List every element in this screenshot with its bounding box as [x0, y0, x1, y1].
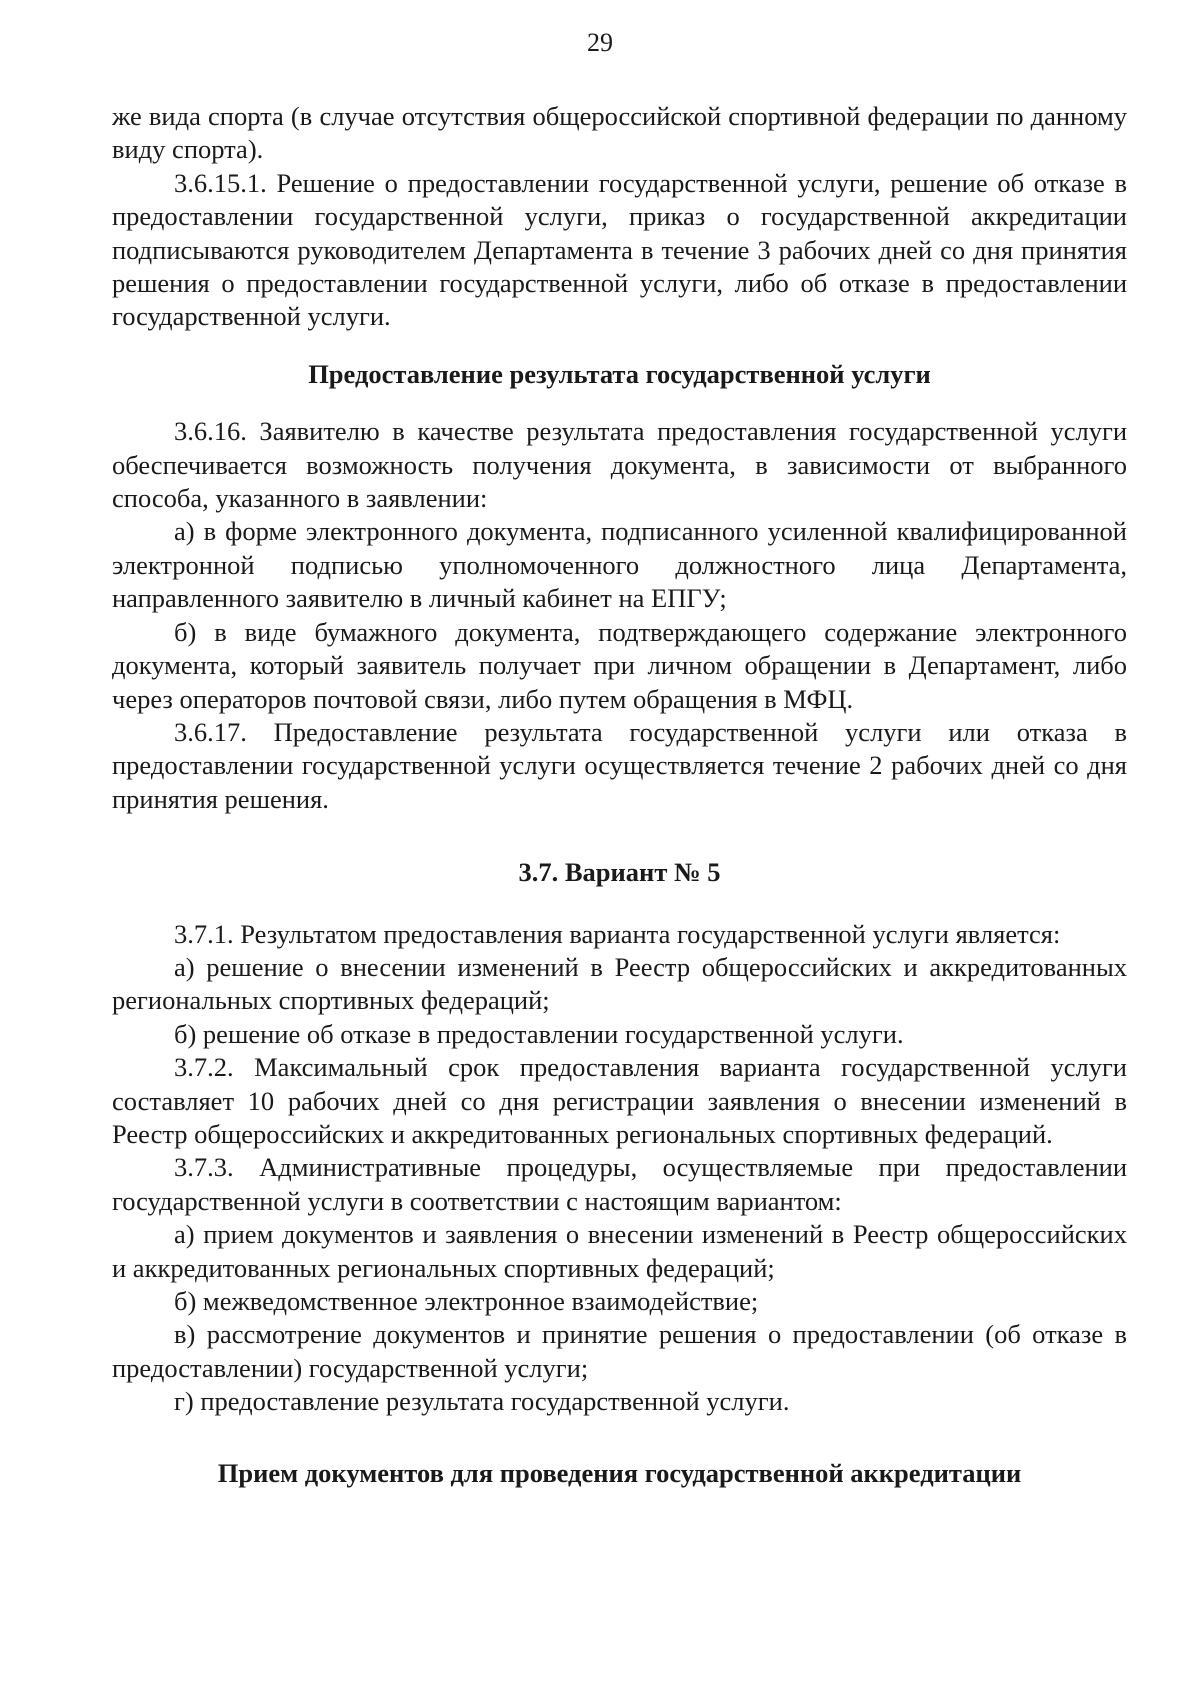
- paragraph-3-7-2: 3.7.2. Максимальный срок предоставления варианта государственной услуги составляет 10 рабочих дней со дня регистрации заявления о внесении изменений в Реестр общероссийских и аккредитованных региональных спортивных федераций.: [112, 1052, 1127, 1149]
- paragraph-3-7-3: 3.7.3. Административные процедуры, осуществляемые при предоставлении государственной услуги в соответствии с настоящим вариантом:: [112, 1152, 1127, 1216]
- paragraph-3-6-17: 3.6.17. Предоставление результата государственной услуги или отказа в предоставлении государственной услуги осуществляется течение 2 рабочих дней со дня принятия решения.: [112, 716, 1127, 814]
- list-item-g-provision: г) предоставление результата государственной услуги.: [174, 1386, 790, 1417]
- page-number: 29: [587, 28, 613, 57]
- list-item-a-intake: а) прием документов и заявления о внесении изменений в Реестр общероссийских и аккредитованных региональных спортивных федераций;: [112, 1219, 1127, 1283]
- list-item-b-paper: б) в виде бумажного документа, подтверждающего содержание электронного документа, который заявитель получает при личном обращении в Департамент, либо через операторов почтовой связи, либо путем обращения в МФЦ.: [112, 616, 1127, 714]
- paragraph-continuation: же вида спорта (в случае отсутствия общероссийской спортивной федерации по данному виду спорта).: [112, 101, 1127, 165]
- section-heading-result: Предоставление результата государственной услуги: [308, 358, 931, 389]
- section-heading-intake: Прием документов для проведения государственной аккредитации: [217, 1457, 1022, 1488]
- paragraph-3-7-1: 3.7.1. Результатом предоставления варианта государственной услуги является:: [174, 918, 1061, 949]
- paragraph-3-6-16: 3.6.16. Заявителю в качестве результата предоставления государственной услуги обеспечивается возможность получения документа, в зависимости от выбранного способа, указанного в заявлении:: [112, 416, 1127, 514]
- list-item-a-decision: а) решение о внесении изменений в Реестр общероссийских и аккредитованных региональных спортивных федераций;: [112, 951, 1127, 1016]
- document-body: [112, 100, 1127, 1490]
- section-heading-variant-5: 3.7. Вариант № 5: [518, 857, 721, 888]
- list-item-b-interagency: б) межведомственное электронное взаимодействие;: [174, 1286, 759, 1316]
- list-item-a-electronic: а) в форме электронного документа, подписанного усиленной квалифицированной электронной подписью уполномоченного должностного лица Департамента, направленного заявителю в личный кабинет на ЕПГУ;: [112, 516, 1127, 614]
- list-item-b-refusal: б) решение об отказе в предоставлении государственной услуги.: [174, 1018, 904, 1049]
- paragraph-3-6-15-1: 3.6.15.1. Решение о предоставлении государственной услуги, решение об отказе в предоставлении государственной услуги, приказ о государственной аккредитации подписываются руководителем Департамента в течение 3 рабочих дней со дня принятия решения о предоставлении государственной услуги, либо об отказе в предоставлении государственной услуги.: [112, 167, 1127, 332]
- list-item-v-review: в) рассмотрение документов и принятие решения о предоставлении (об отказе в предоставлении) государственной услуги;: [112, 1319, 1127, 1383]
